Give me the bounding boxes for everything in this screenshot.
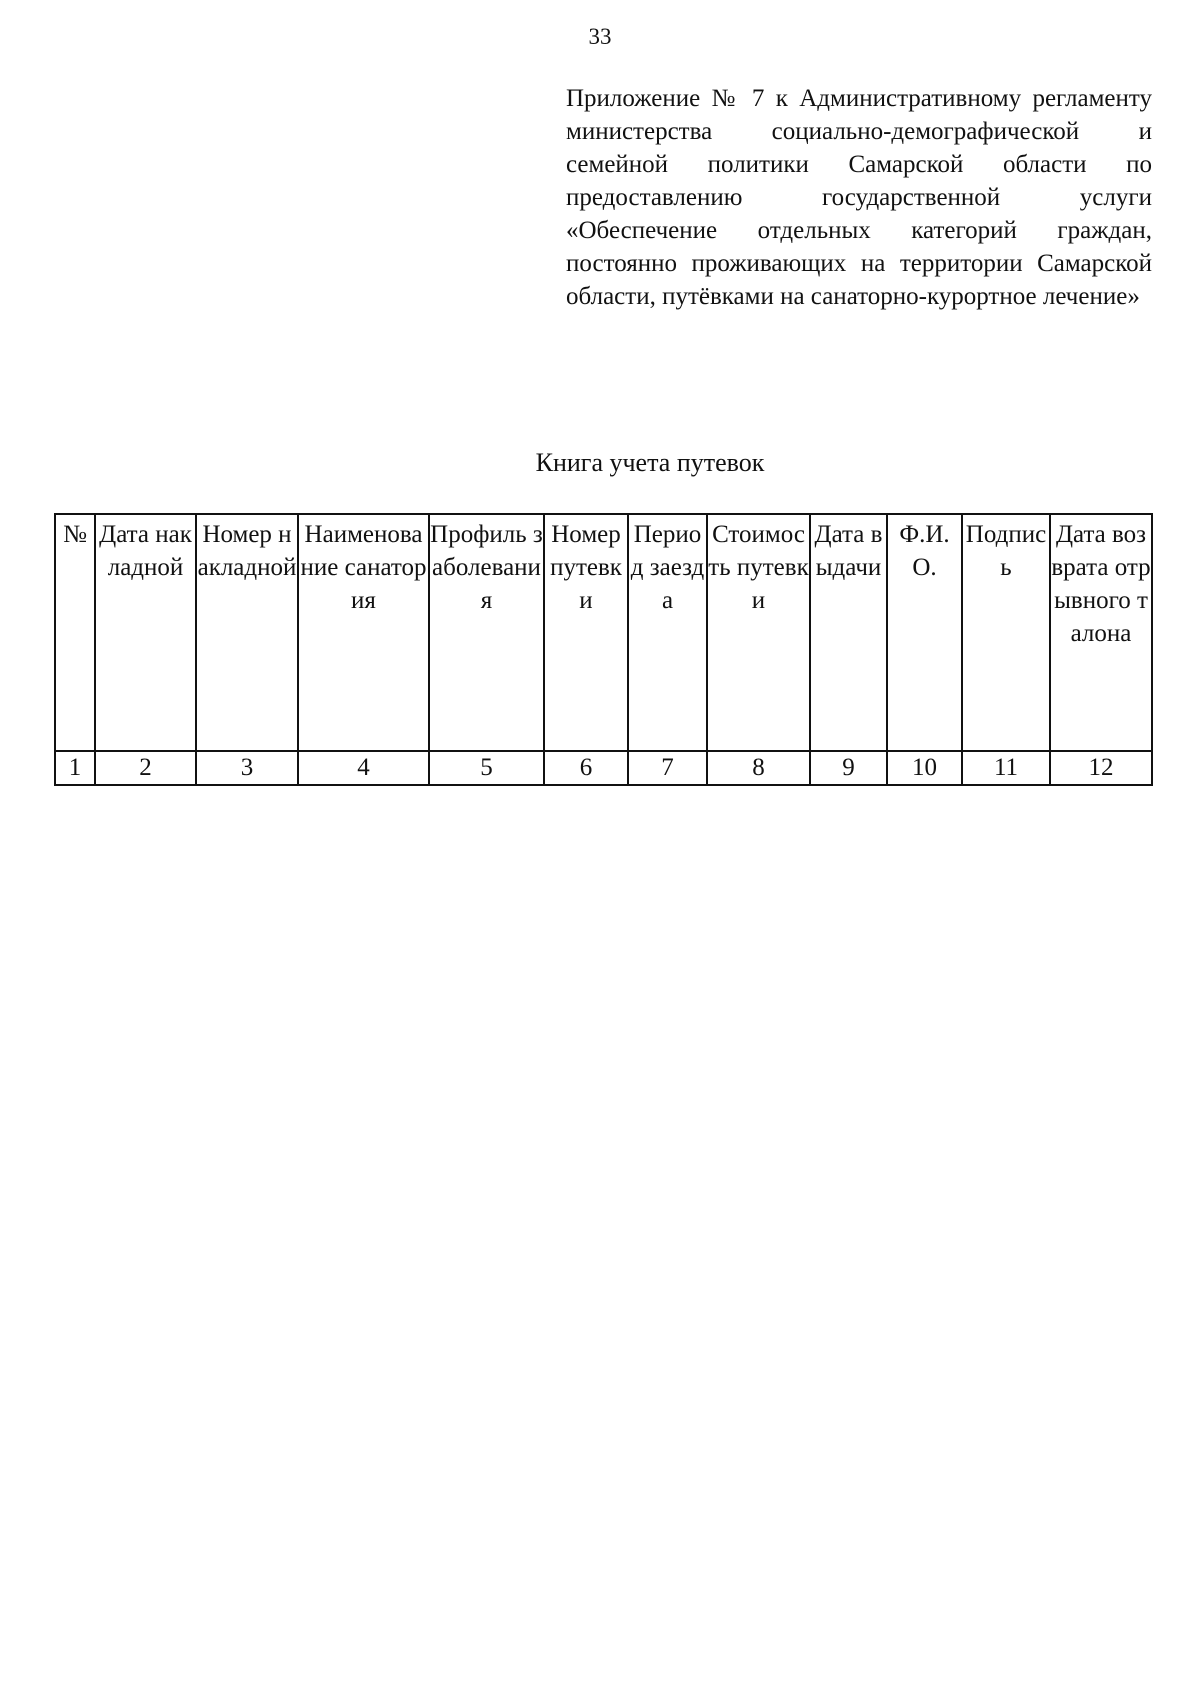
column-number-cell: 12: [1050, 751, 1152, 785]
header-disease-profile: Профиль заболевания: [429, 514, 544, 751]
column-number-cell: 1: [55, 751, 95, 785]
column-number-cell: 7: [628, 751, 707, 785]
header-invoice-date: Дата накладной: [95, 514, 196, 751]
column-number-cell: 11: [962, 751, 1050, 785]
table-title: Книга учета путевок: [535, 448, 765, 477]
column-number-cell: 3: [196, 751, 298, 785]
header-coupon-return-date: Дата возврата отрывного талона: [1050, 514, 1152, 751]
page-number: 33: [588, 24, 612, 49]
header-signature: Подпись: [962, 514, 1050, 751]
column-number-cell: 9: [810, 751, 887, 785]
header-issue-date: Дата выдачи: [810, 514, 887, 751]
header-full-name: Ф.И.О.: [887, 514, 962, 751]
table-header-row: [55, 514, 1152, 751]
header-number: №: [55, 514, 95, 751]
column-number-cell: 5: [429, 751, 544, 785]
header-arrival-period: Период заезда: [628, 514, 707, 751]
table-row: [55, 751, 1152, 785]
voucher-ledger-table: [54, 513, 1153, 786]
header-sanatorium-name: Наименование санатория: [298, 514, 429, 751]
header-voucher-number: Номер путевки: [544, 514, 628, 751]
column-number-cell: 8: [707, 751, 810, 785]
header-invoice-number: Номер накладной: [196, 514, 298, 751]
appendix-note: Приложение № 7 к Административному регламенту министерства социально-демографической и семейной политики Самарской области по предоставлению государственной услуги «Обеспечение отдельных категорий граждан, постоянно проживающих на территории Самарской области, путёвками на санаторно-курортное лечение»: [566, 85, 1152, 310]
header-voucher-cost: Стоимость путевки: [707, 514, 810, 751]
column-number-cell: 4: [298, 751, 429, 785]
column-number-cell: 2: [95, 751, 196, 785]
column-number-cell: 10: [887, 751, 962, 785]
column-number-cell: 6: [544, 751, 628, 785]
